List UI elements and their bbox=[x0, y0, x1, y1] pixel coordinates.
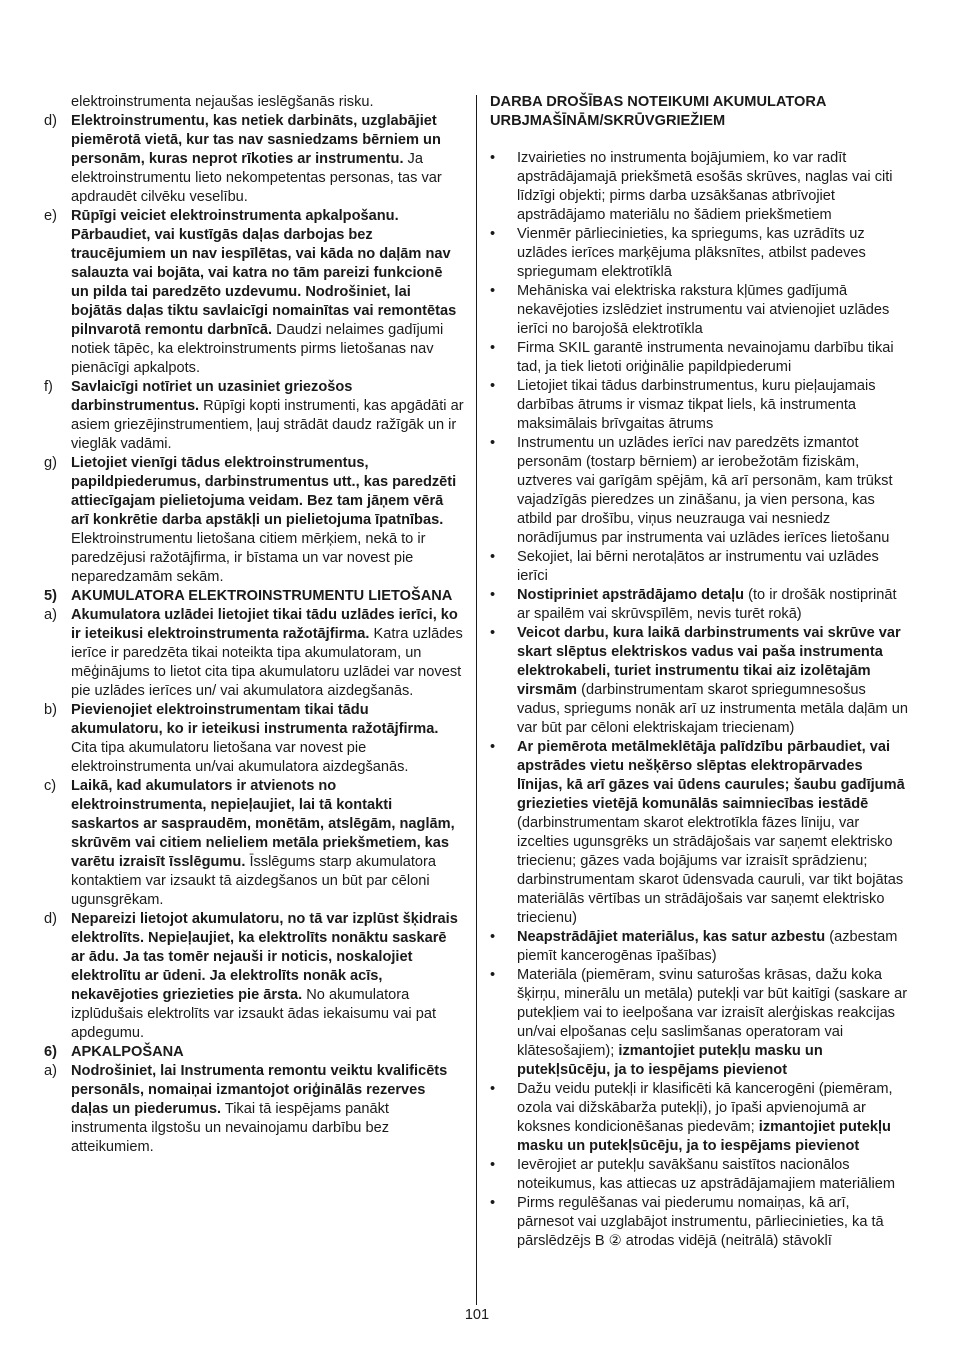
bullet-text: Ievērojiet ar putekļu savākšanu saistītos nacionālos noteikumus, kas attiecas uz apstrādājamajiem materiāliem bbox=[517, 1157, 895, 1192]
bullet-item bbox=[490, 1156, 910, 1194]
bullet-item bbox=[490, 1080, 910, 1156]
item-6a-service bbox=[44, 1062, 464, 1157]
left-column bbox=[44, 93, 464, 1157]
item-bold-text: Akumulatora uzlādei lietojiet tikai tādu uzlādes ierīci, ko ir ieteikusi elektroinstrumenta ražotājfirma. bbox=[71, 607, 458, 642]
item-bold-text: Rūpīgi veiciet elektroinstrumenta apkalpošanu. Pārbaudiet, vai kustīgās daļas darbojas bez traucējumiem un nav iespīlētas, vai kāda no daļām nav salauzta vai bojāta, vai katra no tām pareizi funkcionē un pilda tai paredzēto uzdevumu. Nodrošiniet, lai bojātās daļas tiktu savlaicīgi nomainītas vai remontētas pilnvarotā remontu darbnīcā. bbox=[71, 208, 457, 338]
bullet-text: Pirms regulēšanas vai piederumu nomaiņas, kā arī, pārnesot vai uzglabājot instrumentu, pārliecinieties, ka tā pārslēdzējs B ② atrodas vidējā (neitrālā) stāvoklī bbox=[517, 1195, 884, 1249]
item-bold-text: Savlaicīgi notīriet un uzasiniet griezošos darbinstrumentus. bbox=[71, 379, 353, 414]
item-bold-text: Elektroinstrumentu, kas netiek darbināts, uzglabājiet piemērotā vietā, kur tas nav sasniedzams bērniem un personām, kuras neprot rīkoties ar instrumentu. bbox=[71, 113, 441, 167]
section-5-heading bbox=[44, 587, 464, 606]
bullet-icon: • bbox=[490, 435, 496, 451]
section-number: 6) bbox=[44, 1044, 57, 1060]
bullet-item bbox=[490, 282, 910, 339]
bullet-text: Sekojiet, lai bērni nerotaļātos ar instrumentu vai uzlādes ierīci bbox=[517, 549, 879, 584]
column-divider bbox=[476, 95, 477, 1305]
bullet-icon: • bbox=[490, 283, 496, 299]
bullet-text: (azbestam piemīt kancerogēnas īpašības) bbox=[517, 929, 898, 964]
section-title: DARBA DROŠĪBAS NOTEIKUMI AKUMULATORA URBJMAŠĪNĀM/SKRŪVGRIEŽIEM bbox=[490, 94, 826, 129]
bullet-item bbox=[490, 586, 910, 624]
bullet-item bbox=[490, 339, 910, 377]
bullet-text: Vienmēr pārliecinieties, ka spriegums, kas uzrādīts uz uzlādes ierīces marķējuma plāksnītes, atbilst padeves spriegumam elektrotīklā bbox=[517, 226, 866, 280]
bullet-icon: • bbox=[490, 1195, 496, 1211]
item-text: Īsslēgums starp akumulatora kontaktiem var izsaukt tā aizdegšanos un būt par cēloni ugunsgrēkam. bbox=[71, 854, 437, 908]
bullet-text: (darbinstrumentam skarot elektrotīkla fāzes līniju, var izcelties ugunsgrēks un strādājošais var saņemt elektrisko triecienu; gāzes vada bojājums var izraisīt sprādzienu; darbinstrumentam skarot ūdensvada cauruli, var tikt bojātas materiālās vērtības un strādājošais var saņemt elektrisko triecienu) bbox=[517, 815, 904, 926]
item-label: g) bbox=[44, 455, 57, 471]
bullet-text: Firma SKIL garantē instrumenta nevainojamu darbību tikai tad, ja tiek lietoti oriģinālie papildpiederumi bbox=[517, 340, 894, 375]
bullet-icon: • bbox=[490, 549, 496, 565]
bullet-bold-text: Nostipriniet apstrādājamo detaļu bbox=[517, 587, 745, 603]
section-title: APKALPOŠANA bbox=[71, 1044, 184, 1060]
bullet-text: Dažu veidu putekļi ir klasificēti kā kancerogēni (piemēram, ozola vai dižskābarža putekļi), jo īpaši apvienojumā ar koksnes kondicionēšanas piedevām; bbox=[517, 1081, 893, 1135]
bullet-icon: • bbox=[490, 739, 496, 755]
item-label: a) bbox=[44, 1063, 57, 1079]
bullet-bold-text: Ar piemērota metālmeklētāja palīdzību pārbaudiet, vai apstrādes vietu nešķērso slēptas elektropārvades līnijas, kā arī gāzes vai ūdens caurules; šaubu gadījumā griezieties vietējā komunālās saimniecības iestādē bbox=[517, 739, 905, 812]
bullet-item bbox=[490, 548, 910, 586]
item-f-sharpen bbox=[44, 378, 464, 454]
bullet-text: Izvairieties no instrumenta bojājumiem, ko var radīt apstrādājamajā priekšmetā esošās skrūves, naglas vai citi līdzīgi objekti; pirms darba uzsākšanas atbrīvojiet apstrādājamo materiālu no šādiem priekšmetiem bbox=[517, 150, 893, 223]
item-label: d) bbox=[44, 113, 57, 129]
bullet-item bbox=[490, 149, 910, 225]
bullet-item bbox=[490, 966, 910, 1080]
bullet-icon: • bbox=[490, 226, 496, 242]
bullet-item bbox=[490, 225, 910, 282]
item-bold-text: Nodrošiniet, lai Instrumenta remontu veiktu kvalificēts personāls, nomaiņai izmantojot oriģinālās rezerves daļas un piederumus. bbox=[71, 1063, 448, 1117]
item-bold-text: Laikā, kad akumulators ir atvienots no elektroinstrumenta, nepieļaujiet, lai tā kontakti saskartos ar saspraudēm, monētām, atslēgām, naglām, skrūvēm vai citiem nelieliem metāla priekšmetiem, kas varētu izraisīt īsslēgumu. bbox=[71, 778, 455, 870]
bullet-text: (to ir drošāk nostiprināt ar spailēm vai skrūvspīlēm, nevis turēt rokā) bbox=[517, 587, 897, 622]
item-text: Tikai tā iespējams panākt instrumenta ilgstošu un nevainojamu darbību bez atteikumiem. bbox=[71, 1101, 390, 1155]
item-text: Elektroinstrumentu lietošana citiem mērķiem, nekā to ir paredzējusi ražotājfirma, ir bīstama un var novest pie neparedzamām sekām. bbox=[71, 531, 426, 585]
bullet-item bbox=[490, 1194, 910, 1251]
section-title: AKUMULATORA ELEKTROINSTRUMENTU LIETOŠANA bbox=[71, 588, 453, 604]
bullet-item bbox=[490, 377, 910, 434]
item-label: a) bbox=[44, 607, 57, 623]
bullet-icon: • bbox=[490, 150, 496, 166]
item-5a-charger bbox=[44, 606, 464, 701]
bullet-bold-text: Veicot darbu, kura laikā darbinstruments vai skrūve var skart slēptus elektriskos vadus vai paša instrumenta elektrokabeli, turiet instrumentu tikai aiz izolētajām virsmām bbox=[517, 625, 901, 698]
item-5d-electrolyte bbox=[44, 910, 464, 1043]
bullet-item bbox=[490, 434, 910, 548]
bullet-icon: • bbox=[490, 587, 496, 603]
item-text: Katra uzlādes ierīce ir paredzēta tikai noteikta tipa akumulatoram, un mēģinājums to lietot cita tipa akumulatoru uzlādei var novest pie uzlādes ierīces un/ vai akumulatora aizdegšanās. bbox=[71, 626, 463, 699]
item-e-maintenance bbox=[44, 207, 464, 378]
item-bold-text: Lietojiet vienīgi tādus elektroinstrumentus, papildpiederumus, darbinstrumentus utt., kas paredzēti attiecīgajam pielietojuma veidam. Bez tam jāņem vērā arī konkrētie darba apstākļi un pielietojuma īpatnības. bbox=[71, 455, 457, 528]
item-label: b) bbox=[44, 702, 57, 718]
bullet-icon: • bbox=[490, 929, 496, 945]
section-6-heading bbox=[44, 1043, 464, 1062]
paragraph-continuation: elektroinstrumenta nejaušas ieslēgšanās risku. bbox=[71, 94, 374, 110]
bullet-item bbox=[490, 928, 910, 966]
item-5c-short-circuit bbox=[44, 777, 464, 910]
bullet-item bbox=[490, 738, 910, 928]
bullet-icon: • bbox=[490, 378, 496, 394]
bullet-icon: • bbox=[490, 340, 496, 356]
item-text: Daudzi nelaimes gadījumi notiek tāpēc, ka elektroinstruments pirms lietošanas nav pienācīgi apkalpots. bbox=[71, 322, 444, 376]
bullet-bold-text: izmantojiet putekļu masku un putekļsūcēju, ja to iespējams pievienot bbox=[517, 1043, 823, 1078]
item-label: f) bbox=[44, 379, 53, 395]
bullet-text: Mehāniska vai elektriska rakstura kļūmes gadījumā nekavējoties izslēdziet instrumentu vai atvienojiet uzlādes ierīci no barojošā elektrotīkla bbox=[517, 283, 890, 337]
bullet-bold-text: Neapstrādājiet materiālus, kas satur azbestu bbox=[517, 929, 826, 945]
item-text: Ja elektroinstrumentu lieto nekompetentas personas, tas var apdraudēt cilvēku veselību. bbox=[71, 151, 442, 205]
bullet-bold-text: izmantojiet putekļu masku un putekļsūcēju, ja to iespējams pievienot bbox=[517, 1119, 891, 1154]
item-bold-text: Nepareizi lietojot akumulatoru, no tā var izplūst šķidrais elektrolīts. Nepieļaujiet, ka elektrolīts nonāktu saskarē ar ādu. Ja tas tomēr nejauši ir noticis, noskalojiet elektrolītu ar ūdeni. Ja elektrolīts nonāk acīs, nekavējoties griezieties pie ārsta. bbox=[71, 911, 458, 1003]
bullet-text: Instrumentu un uzlādes ierīci nav paredzēts izmantot personām (tostarp bērniem) ar ierobežotām fiziskām, uztveres vai garīgām spējām, kā arī personām, kam trūkst vajadzīgās pieredzes un zināšanu, ja vien persona, kas atbild par drošību, viņus neuzrauga vai nesniedz norādījumus par instrumenta vai uzlādes ierīces lietošanu bbox=[517, 435, 893, 546]
bullet-text: (darbinstrumentam skarot spriegumnesošus vadus, spriegums nonāk arī uz instrumenta metāla daļām un var būt par cēloni elektriskajam triecienam) bbox=[517, 682, 908, 736]
item-label: d) bbox=[44, 911, 57, 927]
page-number: 101 bbox=[464, 1307, 490, 1323]
item-label: c) bbox=[44, 778, 57, 794]
bullet-icon: • bbox=[490, 1157, 496, 1173]
bullet-text: Materiāla (piemēram, svinu saturošas krāsas, dažu koka šķirņu, minerālu un metāla) putekļi var būt kaitīgi (saskare ar putekļiem vai to ieelpošana var izraisīt alerģiskas reakcijas un/vai elpošanas ceļu saslimšanas operatoram vai klātesošajiem); bbox=[517, 967, 908, 1059]
item-d-store-tool bbox=[44, 112, 464, 207]
bullet-icon: • bbox=[490, 967, 496, 983]
item-text: No akumulatora izplūdušais elektrolīts var izsaukt ādas iekaisumu vai pat apdegumu. bbox=[71, 987, 437, 1041]
bullet-icon: • bbox=[490, 625, 496, 641]
item-g-use-correct bbox=[44, 454, 464, 587]
section-number: 5) bbox=[44, 588, 57, 604]
bullet-item bbox=[490, 624, 910, 738]
item-text: Cita tipa akumulatoru lietošana var novest pie elektroinstrumenta un/vai akumulatora aizdegšanās. bbox=[71, 740, 409, 775]
item-text: Rūpīgi kopti instrumenti, kas apgādāti ar asiem griezējinstrumentiem, ļauj strādāt daudz ražīgāk un ir vieglāk vadāmi. bbox=[71, 398, 464, 452]
bullet-text: Lietojiet tikai tādus darbinstrumentus, kuru pieļaujamais darbības ātrums ir vismaz tikpat liels, kā instrumenta maksimālais brīvgaitas ātrums bbox=[517, 378, 876, 432]
bullet-icon: • bbox=[490, 1081, 496, 1097]
item-bold-text: Pievienojiet elektroinstrumentam tikai tādu akumulatoru, ko ir ieteikusi instrumenta ražotājfirma. bbox=[71, 702, 439, 737]
right-column bbox=[490, 93, 910, 1251]
item-5b-battery bbox=[44, 701, 464, 777]
item-label: e) bbox=[44, 208, 57, 224]
